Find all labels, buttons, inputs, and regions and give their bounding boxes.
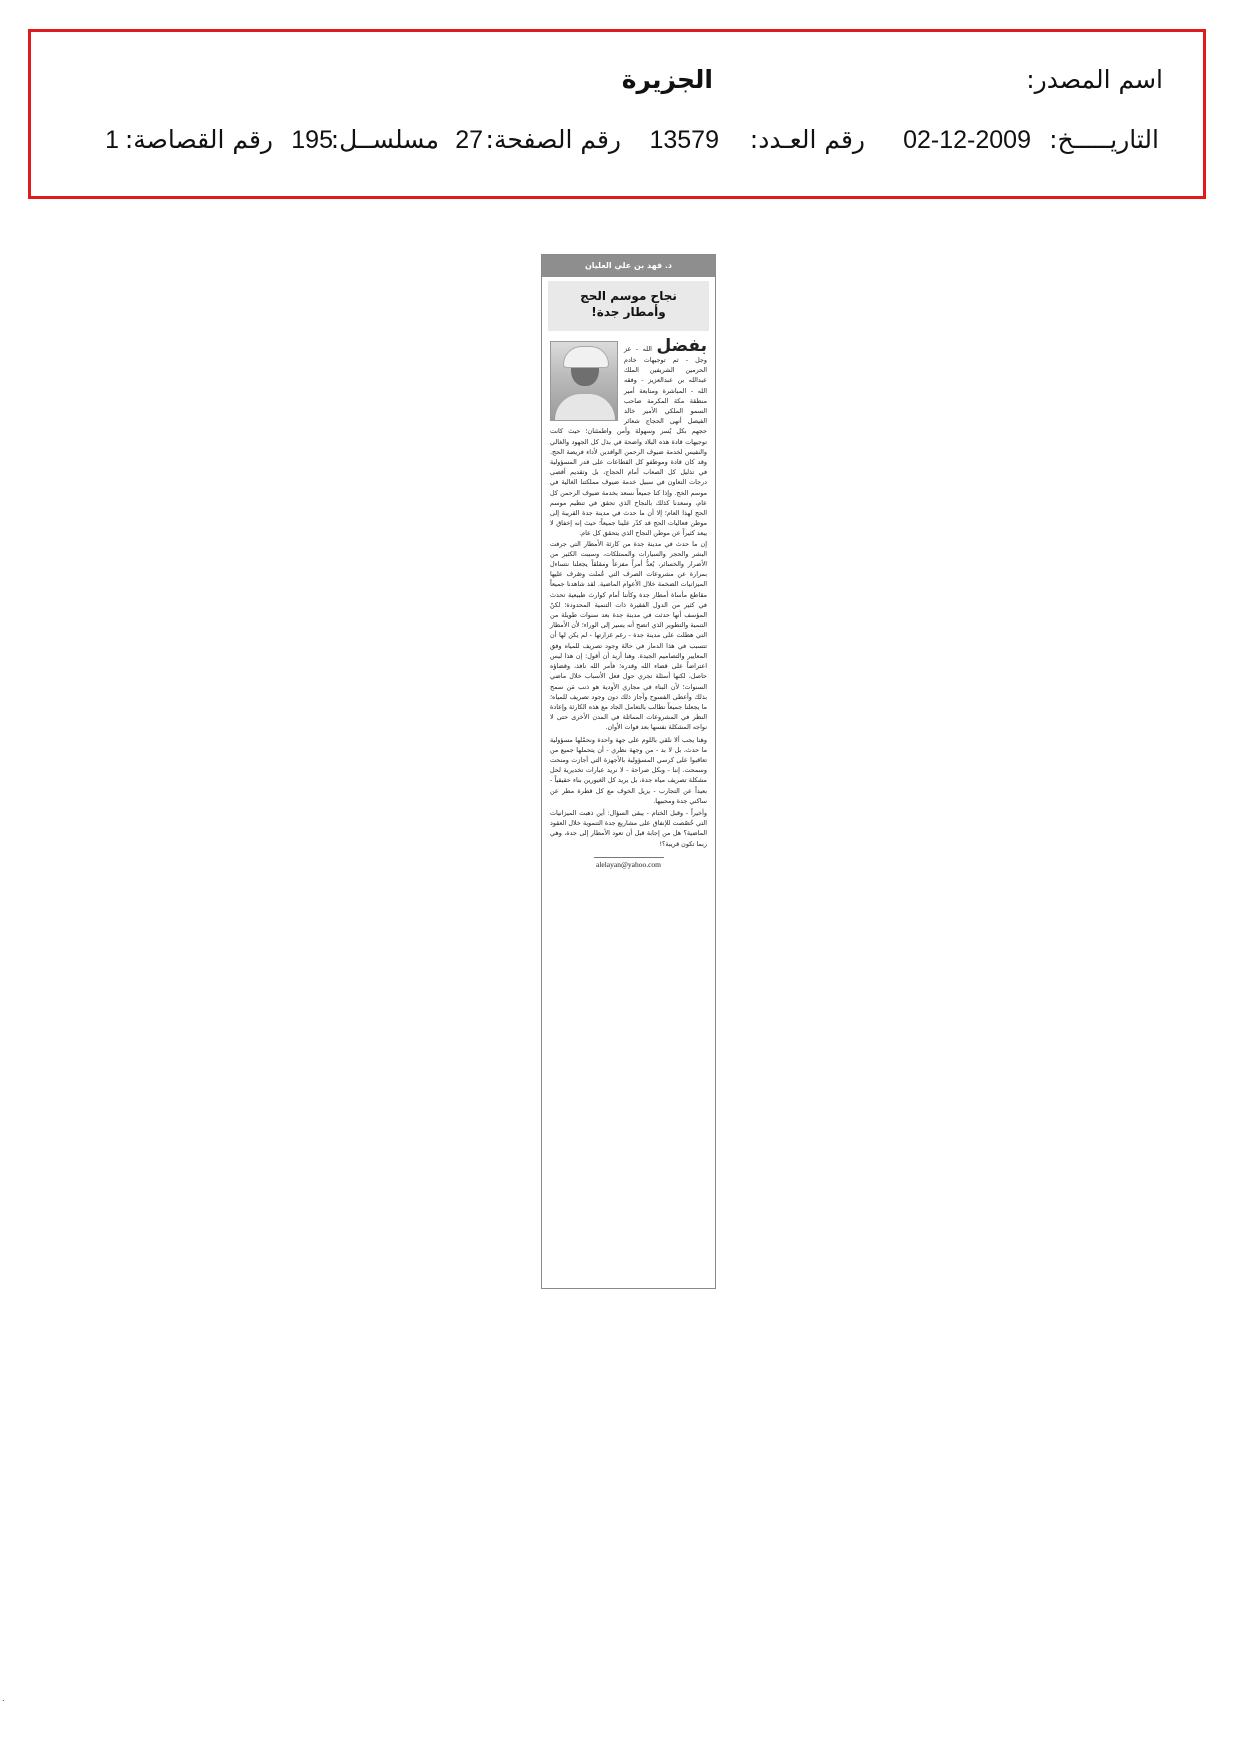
article-clipping: [541, 254, 716, 1289]
details-row: [31, 120, 1203, 160]
source-row: [31, 60, 1203, 100]
source-info-box: [28, 29, 1206, 199]
article-body: [550, 337, 707, 870]
page-value: 27: [455, 126, 483, 154]
paragraph-4: وأخيراً - وقبل الختام - يبقى السؤال: أين ذهبت الميزانيات التي خُصّصت للإنفاق على مشاريع جدة التنموية خلال العقود الماضية؟ هل من إجابة قبل أن تعود الأمطار إلى جدة، وهي ربما تكون قريبة؟!: [550, 808, 707, 848]
source-label: اسم المصدر:: [1026, 65, 1163, 94]
issue-value: 13579: [649, 126, 719, 154]
article-title: [548, 281, 709, 331]
paragraph-1: الله - عز وجل - ثم توجيهات خادم الحرمين الشريفين الملك عبدالله بن عبدالعزيز - وفقه الله - المباشرة ومتابعة أمير منطقة مكة المكرمة صاحب السمو الملكي الأمير خالد الفيصل أنهى الحجاج شعائر حجهم بكل يُسر وسهولة وأمن واطمئنان؛ حيث كانت توجيهات قادة هذه البلاد واضحة في بذل كل الجهود والغالي والنفيس لخدمة ضيوف الرحمن الوافدين لأداء فريضة الحج. وقد كان قادة وموظفو كل القطاعات على قدر المسؤولية في تذليل كل الصعاب أمام الحجاج، بل وتقديم أقصى درجات التعاون في سبيل خدمة ضيوف مملكتنا الغالية في موسم الحج. وإذا كنا جميعاً نسعد بخدمة ضيوف الرحمن كل عام، وسعدنا كذلك بالنجاح الذي تحقق في تنظيم موسم الحج لهذا العام؛ إلا أن ما حدث في مدينة جدة القريبة إلى موطن فعاليات الحج قد كدّر علينا جميعاً؛ حيث إنه إخفاق لا يبعد كثيراً عن موطن النجاح الذي يتحقق كل عام.: [550, 345, 707, 538]
serial-label: مسلســل:: [330, 125, 439, 154]
paragraph-2: إن ما حدث في مدينة جدة من كارثة الأمطار التي جرفت البشر والحجر والسيارات والممتلكات، وسببت الكثير من الأضرار والخسائر، يُعدُّ أمراً مفزعاً ومقلقاً يجعلنا نتساءل بمرارة عن مشروعات الصرف التي عُملت وصُرف عليها الميزانيات الضخمة خلال الأعوام الماضية. لقد شاهدنا جميعاً مقاطع مأساة أمطار جدة وكأننا أمام كوارث طبيعية تحدث في كثير من الدول الفقيرة ذات التنمية المحدودة؛ لكنّ المؤسف أنها حدثت في مدينة جدة بعد سنوات طويلة من التنمية والتطوير الذي اتضح أنه يسير إلى الوراء؛ لأن الأمطار التي هطلت على مدينة جدة - رغم غزارتها - لم يكن لها أن تتسبب في هذا الدمار في حالة وجود تصريف للمياه وفق المعايير والتصاميم الجيدة. وهنا أريد أن أقول: إن هذا ليس اعتراضاً على قضاء الله وقدره؛ فأمر الله نافذ، وقضاؤه حاصل، لكنها أسئلة تجري حول فعل الأسباب خلال ماضي السنوات؛ لأن البناء في مجاري الأودية هو ذنب مَن سمح بذلك وأعطى الفسوح وأجاز ذلك دون وجود تصريف للمياه؛ ما يجعلنا جميعاً نطالب بالتعامل الجاد مع هذه الكارثة وإعادة النظر في المشروعات المماثلة في المدن الأخرى حتى لا نواجه المشكلة نفسها بعد فوات الأوان.: [550, 539, 707, 732]
title-line-1: نجاح موسم الحج: [580, 289, 677, 303]
date-value: 02-12-2009: [903, 126, 1031, 154]
paragraph-3: وهنا يجب ألا نلقي باللوم على جهة واحدة ونحمّلها مسؤولية ما حدث، بل لا بد - من وجهة نظري - أن يتحملها جميع من تعاقبوا على كرسي المسؤولية بالأجهزة التي أجازت ومنحت وسمحت. إننا - وبكل صراحة - لا نريد عبارات تخديرية لحل مشكلة تصريف مياه جدة، بل يريد كل الغيورين بناء حقيقياً - بعيداً عن التجارب - يزيل الخوف مع كل قطرة مطر عن ساكني جدة ومحبيها.: [550, 735, 707, 805]
clip-value: 1: [105, 126, 119, 154]
scan-speck: .: [2, 1694, 5, 1703]
serial-value: 195: [291, 126, 333, 154]
author-portrait-icon: [550, 341, 618, 421]
clip-label: رقم القصاصة:: [124, 125, 273, 154]
issue-label: رقم العـدد:: [749, 125, 865, 154]
signature-divider: [594, 857, 664, 858]
author-name: د. فهد بن علي العليان: [542, 255, 715, 277]
page-label: رقم الصفحة:: [485, 125, 621, 154]
author-email: alelayan@yahoo.com: [595, 859, 661, 869]
title-line-2: وأمطار جدة!: [591, 305, 666, 319]
source-value: الجزيرة: [621, 65, 713, 94]
date-label: التاريـــــخ:: [1049, 125, 1159, 154]
lead-word: بفضل: [656, 336, 707, 356]
